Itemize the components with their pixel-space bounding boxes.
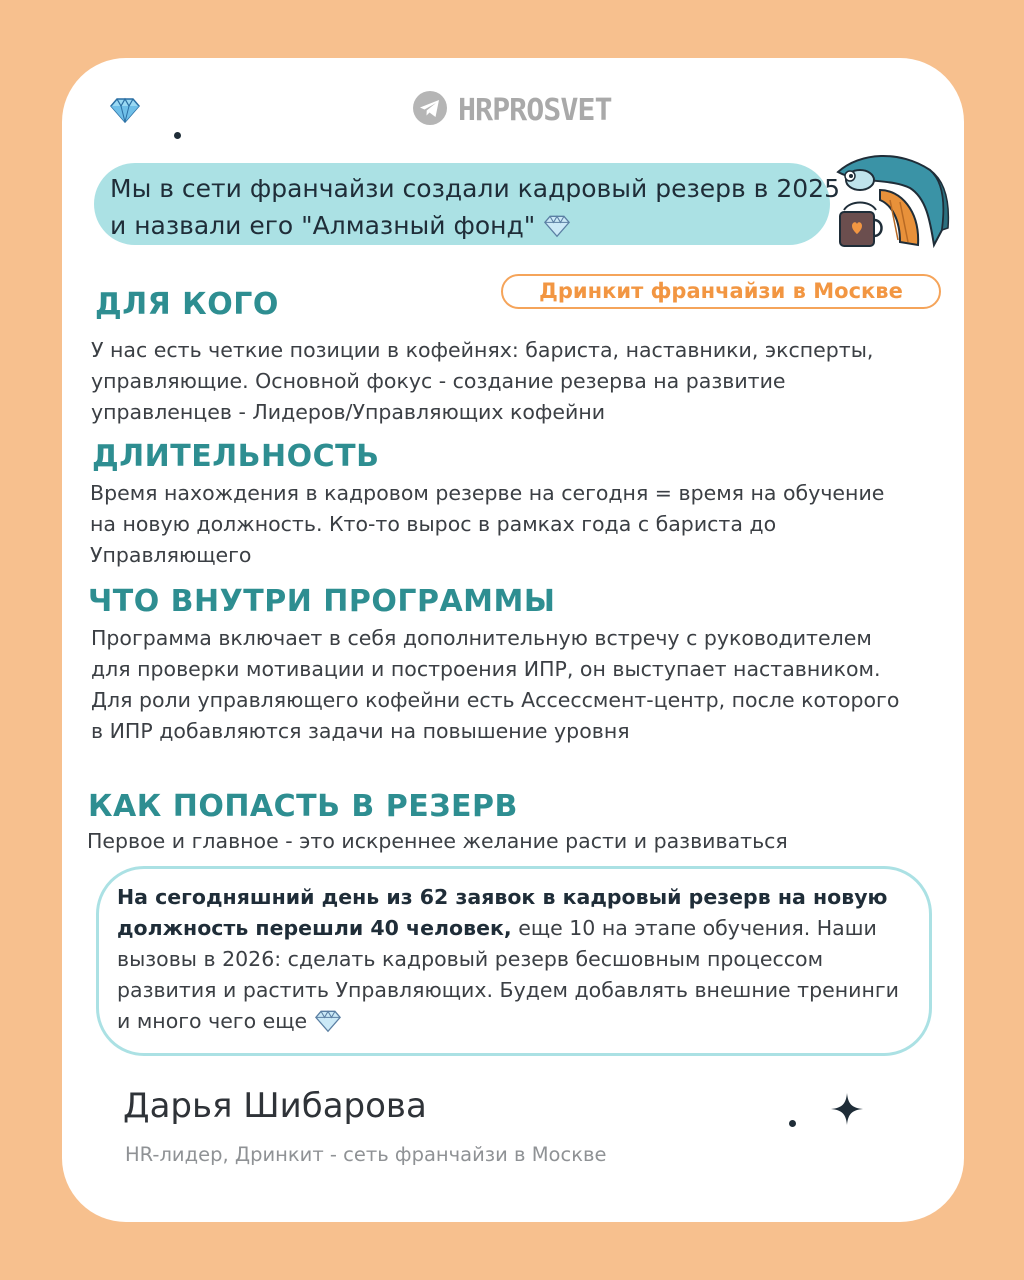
section-title-program: ЧТО ВНУТРИ ПРОГРАММЫ [88,584,556,619]
author-name: Дарья Шибарова [123,1086,427,1126]
brand-name: HRPROSVET [458,92,612,128]
summary-bold-text: На сегодняшний день из 62 заявок в кадровый резерв на новую должность перешли 40 человек, [117,885,888,940]
decorative-dot [789,1120,796,1127]
diamond-icon [314,1007,342,1033]
quote-text [110,170,840,244]
section-text-program: Программа включает в себя дополнительную встречу с руководителем для проверки мотивации и построения ИПР, он выступает наставником. Для роли управляющего кофейни есть Ассессмент-центр, после которого в ИПР добавляются задачи на повышение уровня [91,626,900,743]
diamond-icon [543,212,571,238]
section-title-for-whom: ДЛЯ КОГО [95,287,279,322]
brand-header [412,90,612,130]
section-title-how-to-join: КАК ПОПАСТЬ В РЕЗЕРВ [88,789,518,824]
author-role: HR-лидер, Дринкит - сеть франчайзи в Москве [125,1143,607,1166]
section-text-for-whom: У нас есть четкие позиции в кофейнях: бариста, наставники, эксперты, управляющие. Основной фокус - создание резерва на развитие управленцев - Лидеров/Управляющих кофейни [91,338,874,424]
diamond-icon [110,94,140,124]
quote-text-content: Мы в сети франчайзи создали кадровый резерв в 2025 и назвали его "Алмазный фонд" [110,174,840,240]
decorative-dot [174,132,181,139]
section-text-how-to-join: Первое и главное - это искреннее желание расти и развиваться [87,829,788,853]
section-title-duration: ДЛИТЕЛЬНОСТЬ [92,439,380,474]
summary-text [117,882,907,1037]
section-text-duration: Время нахождения в кадровом резерве на сегодня = время на обучение на новую должность. Кто-то вырос в рамках года с бариста до Управляющего [90,481,885,567]
summary-rest-text: еще 10 на этапе обучения. Наши вызовы в 2026: сделать кадровый резерв бесшовным процессом развития и растить Управляющих. Будем добавлять внешние тренинги и много чего еще [117,916,899,1033]
telegram-icon [412,90,448,130]
sparkle-icon [830,1092,864,1130]
company-tag: Дринкит франчайзи в Москве [501,274,941,309]
fish-mascot-illustration [830,150,950,259]
